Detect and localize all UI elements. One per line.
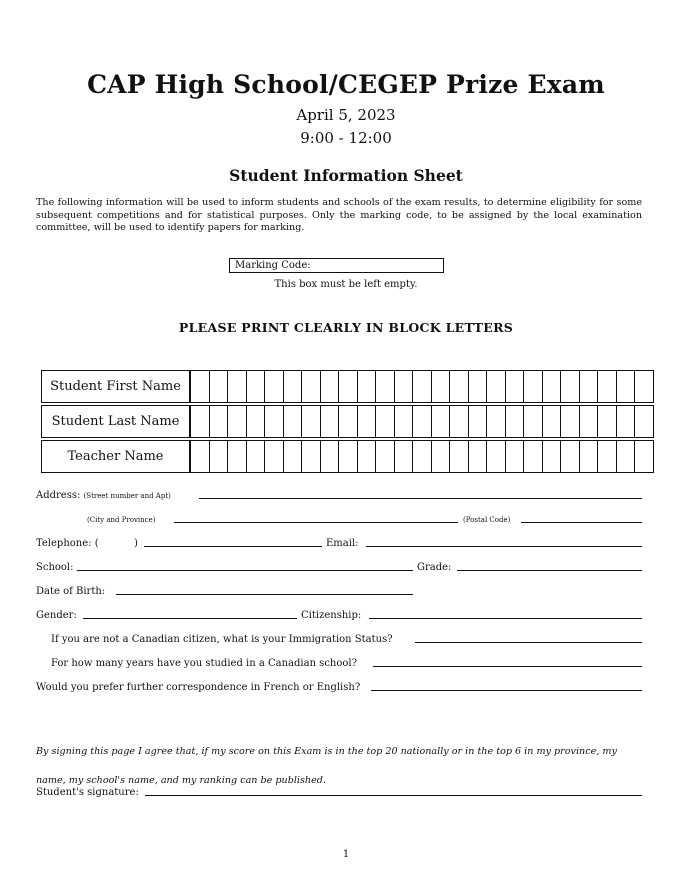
city-line[interactable] [174, 522, 458, 523]
citizenship-line[interactable] [369, 618, 642, 619]
years-studied-line[interactable] [373, 666, 642, 667]
letter-cell[interactable] [616, 441, 635, 472]
letter-cell[interactable] [209, 441, 228, 472]
letter-cell[interactable] [190, 406, 209, 437]
letter-cell[interactable] [542, 371, 561, 402]
first-name-row [41, 370, 654, 403]
postal-line[interactable] [521, 522, 642, 523]
immigration-line[interactable] [415, 642, 642, 643]
letter-cell[interactable] [190, 371, 209, 402]
marking-code-box: Marking Code: [229, 258, 444, 273]
letter-cell[interactable] [412, 441, 431, 472]
letter-cell[interactable] [431, 371, 450, 402]
letter-cell[interactable] [449, 441, 468, 472]
letter-cell[interactable] [320, 441, 339, 472]
first-name-label: Student First Name [41, 370, 190, 403]
letter-cell[interactable] [394, 441, 413, 472]
letter-cell[interactable] [505, 371, 524, 402]
letter-cell[interactable] [505, 406, 524, 437]
letter-cell[interactable] [431, 406, 450, 437]
gender-line[interactable] [83, 618, 297, 619]
exam-time: 9:00 - 12:00 [300, 129, 392, 147]
letter-cell[interactable] [264, 371, 283, 402]
letter-cell[interactable] [190, 441, 209, 472]
letter-cell[interactable] [634, 406, 653, 437]
letter-cell[interactable] [616, 371, 635, 402]
teacher-name-cells[interactable] [190, 440, 654, 473]
page-number: 1 [342, 849, 350, 860]
letter-cell[interactable] [449, 406, 468, 437]
letter-cell[interactable] [634, 441, 653, 472]
letter-cell[interactable] [283, 406, 302, 437]
first-name-cells[interactable] [190, 370, 654, 403]
letter-cell[interactable] [412, 371, 431, 402]
letter-cell[interactable] [542, 406, 561, 437]
teacher-name-label: Teacher Name [41, 440, 190, 473]
letter-cell[interactable] [505, 441, 524, 472]
letter-cell[interactable] [283, 441, 302, 472]
letter-cell[interactable] [338, 406, 357, 437]
letter-cell[interactable] [209, 406, 228, 437]
citizenship-label: Citizenship: [301, 610, 362, 621]
last-name-cells[interactable] [190, 405, 654, 438]
letter-cell[interactable] [468, 406, 487, 437]
letter-cell[interactable] [301, 371, 320, 402]
letter-cell[interactable] [468, 371, 487, 402]
letter-cell[interactable] [338, 441, 357, 472]
letter-cell[interactable] [431, 441, 450, 472]
signature-line[interactable] [145, 795, 642, 796]
letter-cell[interactable] [375, 371, 394, 402]
dob-line[interactable] [116, 594, 413, 595]
letter-cell[interactable] [283, 371, 302, 402]
letter-cell[interactable] [338, 371, 357, 402]
address-line[interactable] [199, 498, 642, 499]
last-name-row [41, 405, 654, 438]
school-label: School: [36, 562, 74, 573]
intro-paragraph: The following information will be used to inform students and schools of the exam results, to determine eligibility for some subsequent competitions and for statistical purposes. Only the marking code, to be assigned by the local examination committee, will be used to identify papers for marking. [36, 197, 642, 234]
postal-hint: (Postal Code) [463, 516, 511, 524]
letter-cell[interactable] [597, 371, 616, 402]
telephone-close: ) [134, 538, 138, 549]
letter-cell[interactable] [616, 406, 635, 437]
language-line[interactable] [371, 690, 642, 691]
letter-cell[interactable] [579, 441, 598, 472]
letter-cell[interactable] [523, 406, 542, 437]
city-hint: (City and Province) [87, 516, 156, 524]
letter-cell[interactable] [246, 371, 265, 402]
last-name-label: Student Last Name [41, 405, 190, 438]
letter-cell[interactable] [375, 406, 394, 437]
letter-cell[interactable] [357, 406, 376, 437]
letter-cell[interactable] [560, 441, 579, 472]
letter-cell[interactable] [486, 406, 505, 437]
letter-cell[interactable] [246, 441, 265, 472]
telephone-line[interactable] [144, 546, 322, 547]
page-title: CAP High School/CEGEP Prize Exam [87, 70, 605, 99]
letter-cell[interactable] [301, 406, 320, 437]
gender-label: Gender: [36, 610, 77, 621]
letter-cell[interactable] [468, 441, 487, 472]
letter-cell[interactable] [560, 406, 579, 437]
letter-cell[interactable] [523, 441, 542, 472]
email-line[interactable] [366, 546, 642, 547]
letter-cell[interactable] [320, 371, 339, 402]
letter-cell[interactable] [264, 406, 283, 437]
address-hint: (Street number and Apt) [83, 492, 171, 500]
letter-cell[interactable] [209, 371, 228, 402]
letter-cell[interactable] [579, 371, 598, 402]
telephone-label: Telephone: ( [36, 538, 99, 549]
address-label: Address: (Street number and Apt) [36, 490, 171, 501]
letter-cell[interactable] [579, 406, 598, 437]
signature-label: Student's signature: [36, 787, 139, 798]
grade-line[interactable] [457, 570, 642, 571]
letter-cell[interactable] [227, 441, 246, 472]
letter-cell[interactable] [634, 371, 653, 402]
letter-cell[interactable] [320, 406, 339, 437]
exam-date: April 5, 2023 [296, 106, 396, 124]
language-label: Would you prefer further correspondence in French or English? [36, 682, 361, 693]
grade-label: Grade: [417, 562, 452, 573]
letter-cell[interactable] [246, 406, 265, 437]
dob-label: Date of Birth: [36, 586, 106, 597]
letter-cell[interactable] [375, 441, 394, 472]
letter-cell[interactable] [357, 371, 376, 402]
letter-cell[interactable] [597, 406, 616, 437]
marking-code-note: This box must be left empty. [274, 279, 418, 290]
letter-cell[interactable] [523, 371, 542, 402]
teacher-name-row [41, 440, 654, 473]
consent-statement: By signing this page I agree that, if my score on this Exam is in the top 20 nationally or in the top 6 in my province, my name, my school's name, and my ranking can be published. [36, 746, 617, 786]
letter-cell[interactable] [394, 371, 413, 402]
email-label: Email: [326, 538, 359, 549]
letter-cell[interactable] [597, 441, 616, 472]
letter-cell[interactable] [412, 406, 431, 437]
letter-cell[interactable] [357, 441, 376, 472]
school-line[interactable] [77, 570, 413, 571]
letter-cell[interactable] [560, 371, 579, 402]
letter-cell[interactable] [486, 371, 505, 402]
print-instruction: PLEASE PRINT CLEARLY IN BLOCK LETTERS [178, 320, 514, 335]
letter-cell[interactable] [486, 441, 505, 472]
letter-cell[interactable] [227, 371, 246, 402]
letter-cell[interactable] [449, 371, 468, 402]
letter-cell[interactable] [264, 441, 283, 472]
letter-cell[interactable] [301, 441, 320, 472]
letter-cell[interactable] [542, 441, 561, 472]
sheet-subtitle: Student Information Sheet [229, 166, 463, 185]
immigration-label: If you are not a Canadian citizen, what is your Immigration Status? [51, 634, 393, 645]
years-studied-label: For how many years have you studied in a Canadian school? [51, 658, 357, 669]
letter-cell[interactable] [394, 406, 413, 437]
letter-cell[interactable] [227, 406, 246, 437]
